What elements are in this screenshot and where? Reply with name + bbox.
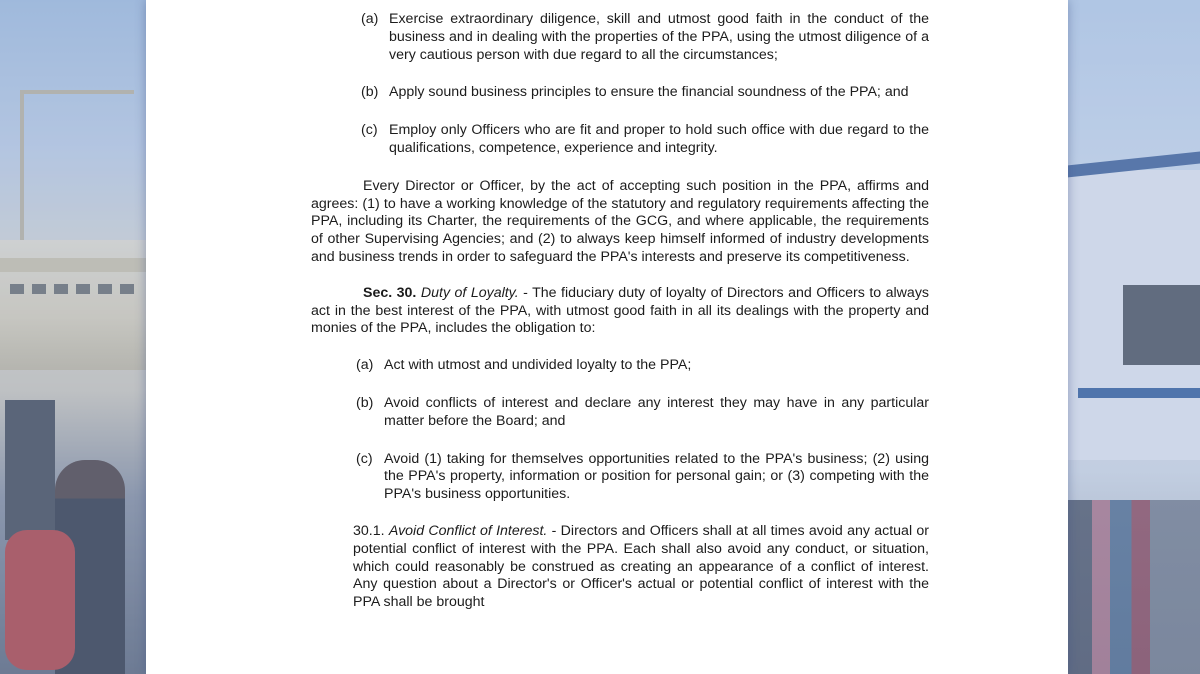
ship-hull — [0, 240, 150, 370]
subsection-text: - Directors and Officers shall at all times avoid any actual or potential conflict of interest with the PPA. Each shall also avoid any conduct, or situation, which could reasonably be construed as creating an appearance of a conflict of interest. Any question about a Director's or Officer's actual or potential conflict of interest with the PPA shall be brought — [353, 522, 929, 611]
item-label: (c) — [361, 122, 378, 139]
item-text: Employ only Officers who are fit and proper to hold such office with due regard to the qualifications, competence, experience and integrity. — [389, 122, 929, 156]
background-photo-right — [1068, 0, 1200, 674]
list-item — [356, 451, 929, 504]
building-window — [1123, 285, 1200, 365]
subsection-title: Avoid Conflict of Interest. — [388, 522, 548, 539]
subsection-30-1 — [353, 523, 929, 612]
list-item — [361, 122, 929, 158]
item-text: Act with utmost and undivided loyalty to the PPA; — [384, 357, 692, 374]
affirmation-paragraph: Every Director or Officer, by the act of accepting such position in the PPA, affirms and agrees: (1) to have a working knowledge of the statutory and regulatory requirements affecting the PPA, including its Charter, the requirements of the GCG, and where applicable, the requirements of other Supervising Agencies; and (2) to always keep himself informed of industry developments and business trends in order to safeguard the PPA's interests and preserve its competitiveness. — [311, 177, 929, 265]
red-backpack — [5, 530, 75, 670]
list-item — [356, 395, 929, 431]
list-item — [361, 11, 929, 64]
crowd-figures — [1068, 500, 1200, 674]
section-text: - The fiduciary duty of loyalty of Directors and Officers to always act in the best interest of the PPA, with utmost good faith in all its dealings with the property and monies of the PPA, includes the obligation to: — [311, 284, 930, 337]
item-text: Avoid (1) taking for themselves opportunities related to the PPA's business; (2) using the PPA's property, information or position for personal gain; or (3) competing with the PPA's business opportunities. — [384, 450, 929, 503]
crane-structure — [20, 90, 134, 244]
building-wall — [1068, 170, 1200, 460]
list-item — [356, 357, 929, 375]
forklift — [5, 400, 55, 540]
section-30 — [311, 285, 929, 338]
item-label: (b) — [356, 394, 374, 411]
building-roof — [1068, 151, 1200, 178]
building-awning — [1078, 388, 1200, 398]
item-label: (c) — [356, 450, 373, 467]
ship-windows — [10, 284, 140, 294]
document-body — [311, 0, 929, 612]
subsection-number: 30.1. — [353, 522, 385, 539]
item-text: Apply sound business principles to ensure the financial soundness of the PPA; and — [389, 84, 909, 101]
ship-stripe — [0, 258, 150, 272]
item-text: Avoid conflicts of interest and declare any interest they may have in any particular matter before the Board; and — [384, 394, 929, 429]
item-label: (b) — [361, 84, 379, 101]
item-label: (a) — [356, 357, 374, 374]
person-figure — [55, 460, 125, 674]
section-number: Sec. 30. — [363, 284, 417, 301]
document-page — [146, 0, 1068, 674]
item-label: (a) — [361, 11, 379, 27]
background-photo-left — [0, 0, 150, 674]
list-item — [361, 84, 929, 102]
section-title: Duty of Loyalty. — [420, 284, 519, 301]
item-text: Exercise extraordinary diligence, skill and utmost good faith in the conduct of the business and in dealing with the properties of the PPA, using the utmost diligence of a very cautious person with due regard to all the circumstances; — [389, 11, 929, 63]
